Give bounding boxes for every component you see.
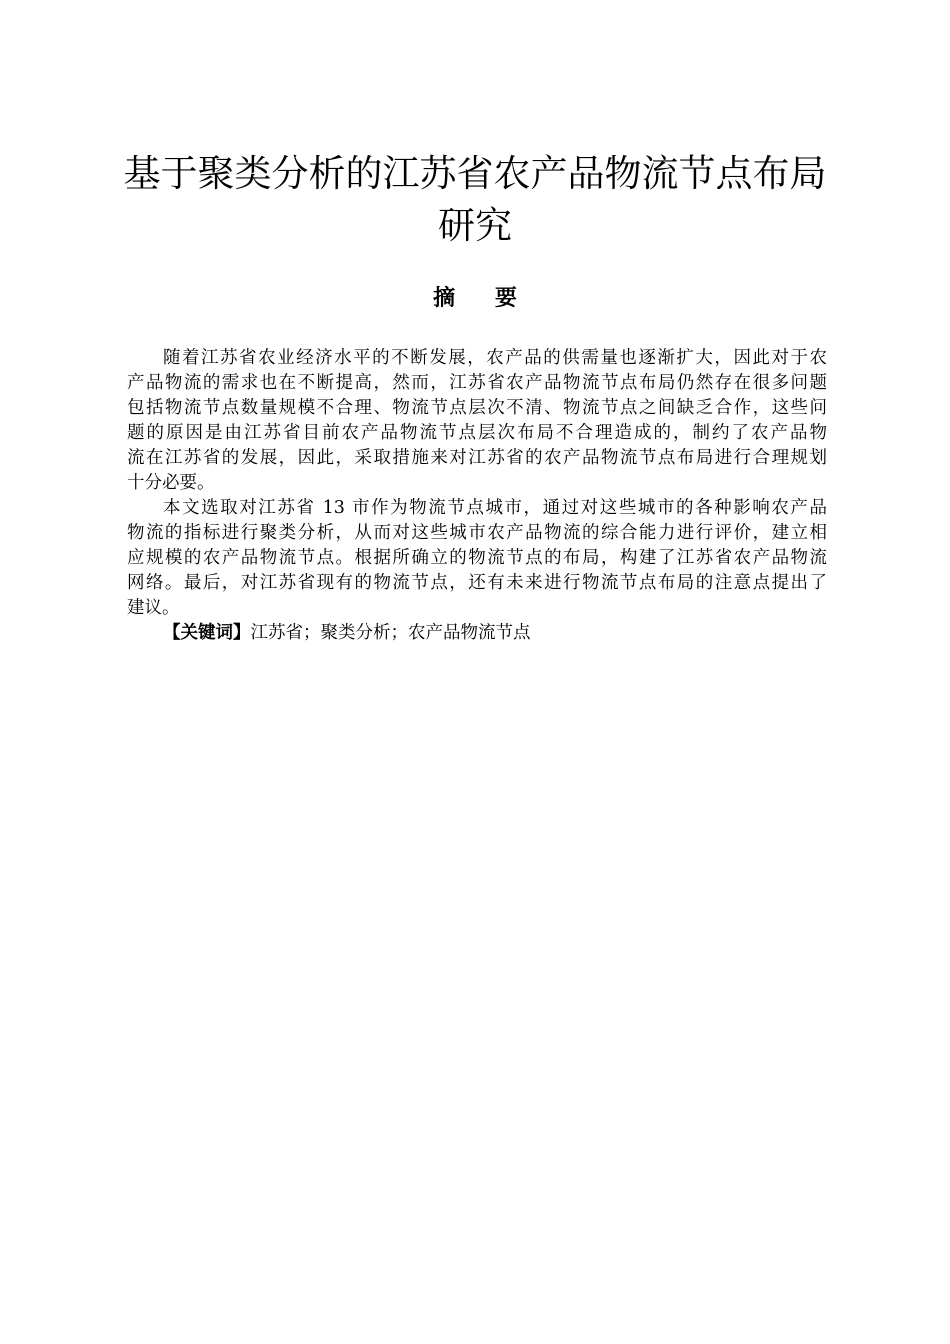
keywords-label: 【关键词】 — [163, 623, 251, 643]
text-line: 十分必要。 — [127, 473, 215, 493]
paper-title — [100, 148, 850, 252]
keywords-line — [127, 621, 827, 646]
text-line: 包括物流节点数量规模不合理、物流节点层次不清、物流节点之间缺乏合作，这些问 — [127, 398, 827, 418]
text-line: 产品物流的需求也在不断提高，然而，江苏省农产品物流节点布局仍然存在很多问题 — [127, 373, 827, 393]
text-line: 物流的指标进行聚类分析，从而对这些城市农产品物流的综合能力进行评价，建立相 — [127, 523, 827, 543]
text-line: 应规模的农产品物流节点。根据所确立的物流节点的布局，构建了江苏省农产品物流 — [127, 548, 827, 568]
paper-title-line-2: 研究 — [438, 204, 512, 247]
text-line: 建议。 — [127, 598, 180, 618]
paper-title-line-1: 基于聚类分析的江苏省农产品物流节点布局 — [123, 152, 827, 195]
keywords-text: 江苏省；聚类分析；农产品物流节点 — [250, 623, 531, 643]
abstract-paragraph-1 — [127, 346, 827, 496]
text-line: 流在江苏省的发展，因此，采取措施来对江苏省的农产品物流节点布局进行合理规划 — [127, 448, 827, 468]
text-line: 题的原因是由江苏省目前农产品物流节点层次布局不合理造成的，制约了农产品物 — [127, 423, 827, 443]
text-line: 本文选取对江苏省 13 市作为物流节点城市，通过对这些城市的各种影响农产品 — [163, 498, 827, 518]
text-line: 随着江苏省农业经济水平的不断发展，农产品的供需量也逐渐扩大，因此对于农 — [163, 348, 827, 368]
abstract-paragraph-2 — [127, 496, 827, 621]
text-line: 网络。最后，对江苏省现有的物流节点，还有未来进行物流节点布局的注意点提出了 — [127, 573, 827, 593]
abstract-heading: 摘 要 — [433, 286, 533, 311]
abstract-body — [127, 346, 827, 646]
